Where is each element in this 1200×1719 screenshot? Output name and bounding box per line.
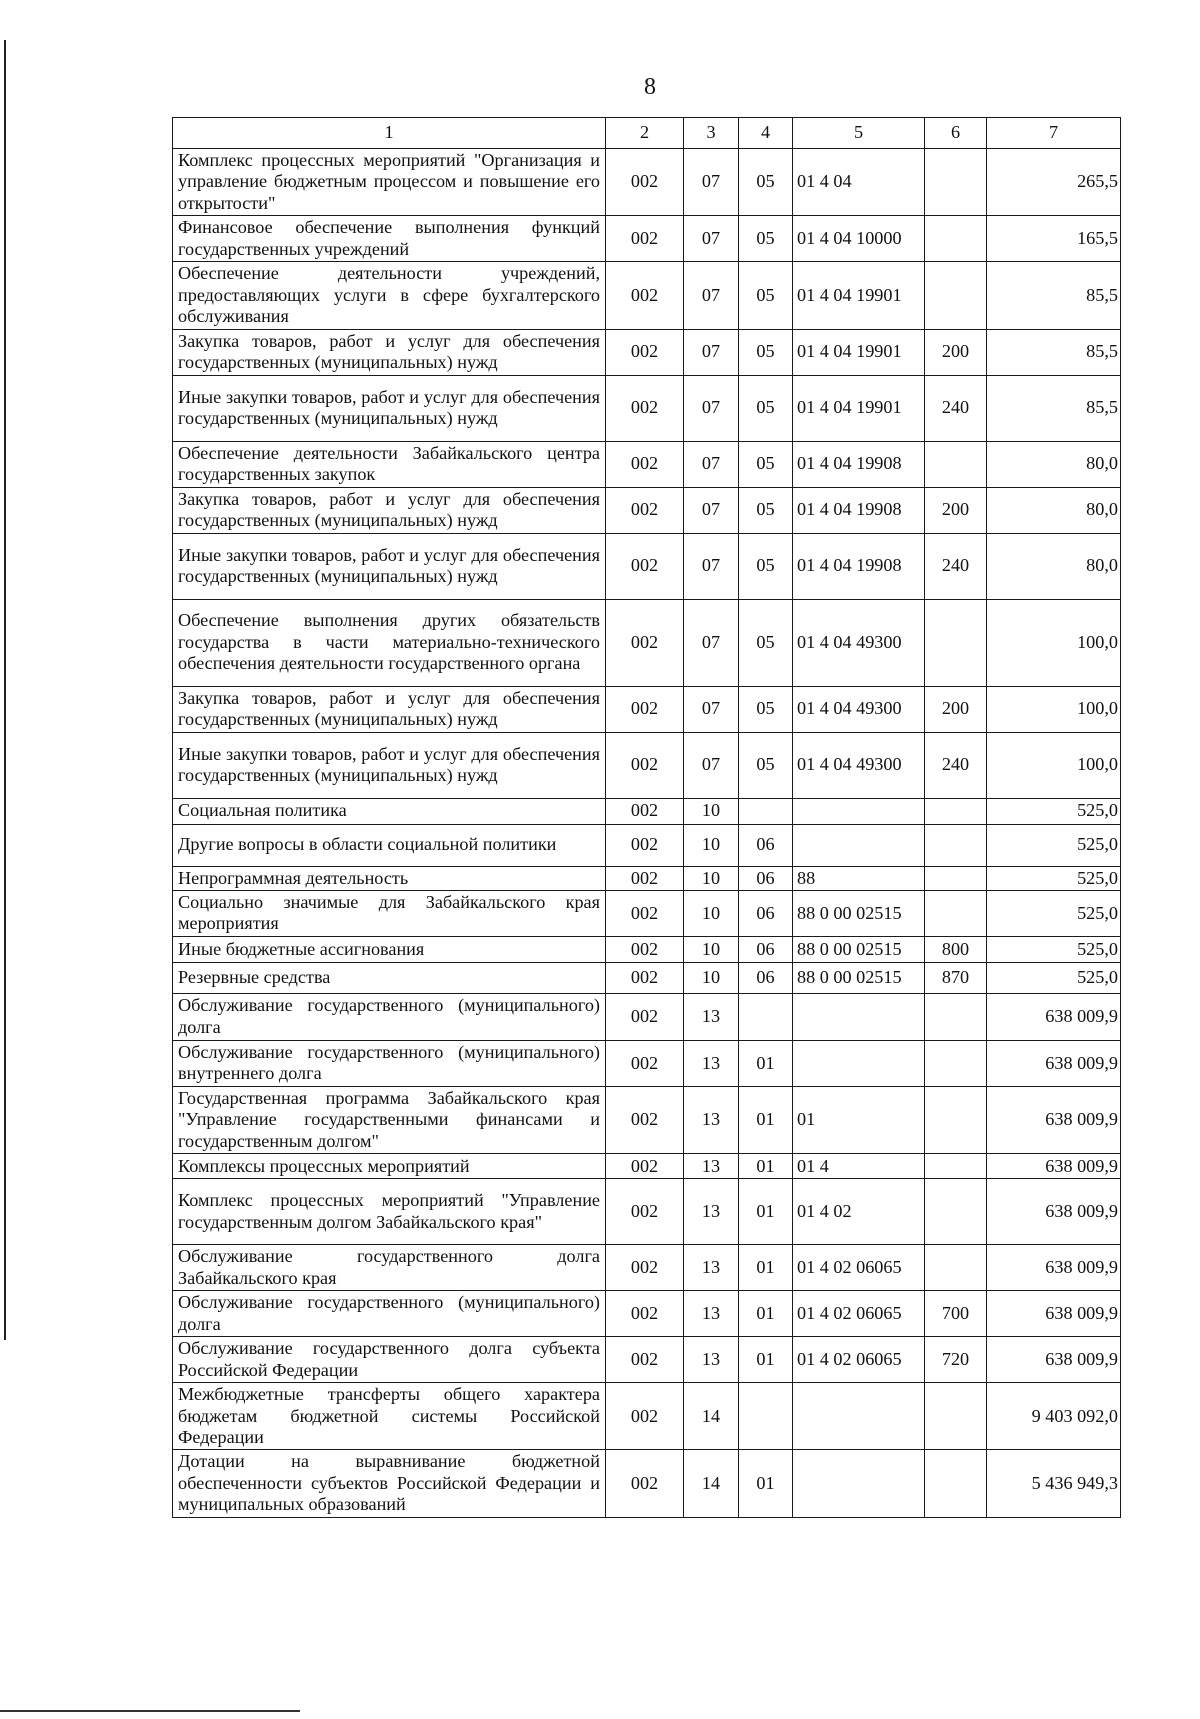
row-expense-type-cell: 240 [925, 732, 987, 798]
header-cell: 6 [925, 118, 987, 149]
row-section-cell: 07 [684, 487, 739, 533]
row-subsection-cell: 05 [739, 533, 793, 599]
row-subsection-cell: 05 [739, 487, 793, 533]
table-row [173, 962, 1121, 993]
row-amount-cell: 100,0 [987, 732, 1121, 798]
row-amount-cell: 80,0 [987, 441, 1121, 487]
row-amount-cell: 638 009,9 [987, 1245, 1121, 1291]
row-target-article-cell [793, 798, 925, 824]
row-expense-type-cell [925, 441, 987, 487]
row-expense-type-cell: 200 [925, 329, 987, 375]
row-name-cell: Обслуживание государственного (муниципального) внутреннего долга [173, 1040, 606, 1086]
row-section-cell: 07 [684, 533, 739, 599]
row-section-cell: 14 [684, 1450, 739, 1517]
table-body [173, 118, 1121, 1518]
row-amount-cell: 85,5 [987, 262, 1121, 329]
header-cell: 1 [173, 118, 606, 149]
table-row [173, 1245, 1121, 1291]
row-name-cell: Обслуживание государственного долга Забайкальского края [173, 1245, 606, 1291]
row-expense-type-cell: 240 [925, 375, 987, 441]
header-cell: 7 [987, 118, 1121, 149]
row-code-cell: 002 [606, 329, 684, 375]
table-row [173, 686, 1121, 732]
row-section-cell: 13 [684, 1086, 739, 1153]
row-target-article-cell: 01 4 02 06065 [793, 1245, 925, 1291]
row-expense-type-cell [925, 216, 987, 262]
row-subsection-cell: 05 [739, 441, 793, 487]
row-code-cell: 002 [606, 798, 684, 824]
row-amount-cell: 525,0 [987, 866, 1121, 890]
row-code-cell: 002 [606, 216, 684, 262]
row-amount-cell: 100,0 [987, 599, 1121, 686]
row-target-article-cell: 01 4 02 [793, 1179, 925, 1245]
row-expense-type-cell [925, 890, 987, 936]
table-row [173, 216, 1121, 262]
row-amount-cell: 85,5 [987, 329, 1121, 375]
row-subsection-cell: 01 [739, 1245, 793, 1291]
row-name-cell: Иные бюджетные ассигнования [173, 936, 606, 962]
row-code-cell: 002 [606, 1450, 684, 1517]
row-amount-cell: 80,0 [987, 533, 1121, 599]
row-amount-cell: 525,0 [987, 936, 1121, 962]
row-amount-cell: 9 403 092,0 [987, 1383, 1121, 1450]
row-expense-type-cell [925, 1154, 987, 1179]
row-code-cell: 002 [606, 993, 684, 1040]
row-code-cell: 002 [606, 936, 684, 962]
row-section-cell: 07 [684, 149, 739, 216]
row-target-article-cell [793, 824, 925, 866]
row-section-cell: 13 [684, 993, 739, 1040]
row-target-article-cell: 01 4 04 19908 [793, 533, 925, 599]
row-code-cell: 002 [606, 487, 684, 533]
row-name-cell: Иные закупки товаров, работ и услуг для обеспечения государственных (муниципальных) нужд [173, 732, 606, 798]
row-target-article-cell: 01 4 04 19901 [793, 262, 925, 329]
row-name-cell: Комплекс процессных мероприятий "Организация и управление бюджетным процессом и повышение его открытости" [173, 149, 606, 216]
header-cell: 2 [606, 118, 684, 149]
table-row [173, 329, 1121, 375]
row-section-cell: 10 [684, 866, 739, 890]
table-row [173, 1179, 1121, 1245]
row-name-cell: Резервные средства [173, 962, 606, 993]
row-subsection-cell [739, 1383, 793, 1450]
row-amount-cell: 5 436 949,3 [987, 1450, 1121, 1517]
table-row [173, 1383, 1121, 1450]
row-name-cell: Комплексы процессных мероприятий [173, 1154, 606, 1179]
row-expense-type-cell: 200 [925, 686, 987, 732]
page-number: 8 [644, 74, 656, 100]
row-code-cell: 002 [606, 824, 684, 866]
row-section-cell: 07 [684, 216, 739, 262]
row-target-article-cell: 01 4 04 19908 [793, 441, 925, 487]
row-code-cell: 002 [606, 890, 684, 936]
row-subsection-cell: 01 [739, 1337, 793, 1383]
row-subsection-cell: 01 [739, 1086, 793, 1153]
row-name-cell: Другие вопросы в области социальной политики [173, 824, 606, 866]
row-code-cell: 002 [606, 1291, 684, 1337]
row-expense-type-cell [925, 1245, 987, 1291]
row-name-cell: Финансовое обеспечение выполнения функций государственных учреждений [173, 216, 606, 262]
row-section-cell: 07 [684, 732, 739, 798]
row-amount-cell: 100,0 [987, 686, 1121, 732]
row-code-cell: 002 [606, 1040, 684, 1086]
header-cell: 3 [684, 118, 739, 149]
row-amount-cell: 525,0 [987, 890, 1121, 936]
table-row [173, 149, 1121, 216]
row-expense-type-cell [925, 866, 987, 890]
row-expense-type-cell: 240 [925, 533, 987, 599]
row-code-cell: 002 [606, 1154, 684, 1179]
row-amount-cell: 265,5 [987, 149, 1121, 216]
row-amount-cell: 638 009,9 [987, 1337, 1121, 1383]
row-section-cell: 07 [684, 262, 739, 329]
row-target-article-cell [793, 993, 925, 1040]
row-code-cell: 002 [606, 599, 684, 686]
row-name-cell: Обслуживание государственного (муниципального) долга [173, 993, 606, 1040]
budget-table [172, 117, 1121, 1518]
row-target-article-cell: 01 4 04 19901 [793, 375, 925, 441]
table-row [173, 487, 1121, 533]
row-name-cell: Закупка товаров, работ и услуг для обеспечения государственных (муниципальных) нужд [173, 329, 606, 375]
row-subsection-cell: 05 [739, 329, 793, 375]
row-amount-cell: 638 009,9 [987, 1154, 1121, 1179]
row-expense-type-cell [925, 1383, 987, 1450]
row-name-cell: Государственная программа Забайкальского края "Управление государственными финансами и государственным долгом" [173, 1086, 606, 1153]
row-code-cell: 002 [606, 866, 684, 890]
row-expense-type-cell: 700 [925, 1291, 987, 1337]
row-target-article-cell: 01 4 04 49300 [793, 686, 925, 732]
row-subsection-cell: 06 [739, 866, 793, 890]
row-target-article-cell: 01 4 04 19908 [793, 487, 925, 533]
table-row [173, 599, 1121, 686]
row-name-cell: Обеспечение деятельности учреждений, предоставляющих услуги в сфере бухгалтерского обслуживания [173, 262, 606, 329]
row-target-article-cell [793, 1383, 925, 1450]
table-row [173, 890, 1121, 936]
row-code-cell: 002 [606, 962, 684, 993]
row-code-cell: 002 [606, 149, 684, 216]
row-target-article-cell: 01 4 04 49300 [793, 732, 925, 798]
row-subsection-cell: 06 [739, 890, 793, 936]
row-code-cell: 002 [606, 1383, 684, 1450]
row-code-cell: 002 [606, 1337, 684, 1383]
row-section-cell: 13 [684, 1179, 739, 1245]
table-row [173, 936, 1121, 962]
scan-edge-bottom [0, 1710, 300, 1712]
row-subsection-cell: 01 [739, 1154, 793, 1179]
row-code-cell: 002 [606, 1179, 684, 1245]
row-section-cell: 07 [684, 686, 739, 732]
row-target-article-cell: 01 4 04 49300 [793, 599, 925, 686]
row-amount-cell: 638 009,9 [987, 1291, 1121, 1337]
row-target-article-cell: 88 [793, 866, 925, 890]
row-subsection-cell: 06 [739, 824, 793, 866]
row-code-cell: 002 [606, 1086, 684, 1153]
row-section-cell: 07 [684, 599, 739, 686]
row-name-cell: Социально значимые для Забайкальского края мероприятия [173, 890, 606, 936]
row-expense-type-cell [925, 993, 987, 1040]
row-name-cell: Иные закупки товаров, работ и услуг для обеспечения государственных (муниципальных) нужд [173, 533, 606, 599]
row-target-article-cell [793, 1040, 925, 1086]
row-amount-cell: 638 009,9 [987, 993, 1121, 1040]
row-subsection-cell [739, 993, 793, 1040]
row-subsection-cell: 05 [739, 262, 793, 329]
row-expense-type-cell: 200 [925, 487, 987, 533]
row-amount-cell: 85,5 [987, 375, 1121, 441]
row-expense-type-cell [925, 262, 987, 329]
table-row [173, 824, 1121, 866]
row-expense-type-cell [925, 599, 987, 686]
row-section-cell: 10 [684, 936, 739, 962]
row-name-cell: Обслуживание государственного долга субъекта Российской Федерации [173, 1337, 606, 1383]
table-row [173, 798, 1121, 824]
row-expense-type-cell: 870 [925, 962, 987, 993]
row-subsection-cell: 01 [739, 1179, 793, 1245]
row-amount-cell: 638 009,9 [987, 1179, 1121, 1245]
row-section-cell: 13 [684, 1245, 739, 1291]
row-name-cell: Обеспечение деятельности Забайкальского центра государственных закупок [173, 441, 606, 487]
table-row [173, 1337, 1121, 1383]
row-target-article-cell: 01 4 04 19901 [793, 329, 925, 375]
table-row [173, 1154, 1121, 1179]
row-amount-cell: 638 009,9 [987, 1040, 1121, 1086]
row-subsection-cell [739, 798, 793, 824]
row-expense-type-cell: 720 [925, 1337, 987, 1383]
row-code-cell: 002 [606, 441, 684, 487]
row-name-cell: Комплекс процессных мероприятий "Управление государственным долгом Забайкальского края" [173, 1179, 606, 1245]
row-target-article-cell [793, 1450, 925, 1517]
row-name-cell: Обслуживание государственного (муниципального) долга [173, 1291, 606, 1337]
row-section-cell: 07 [684, 441, 739, 487]
row-subsection-cell: 05 [739, 599, 793, 686]
row-subsection-cell: 01 [739, 1450, 793, 1517]
row-section-cell: 13 [684, 1154, 739, 1179]
table-row [173, 1450, 1121, 1517]
row-expense-type-cell [925, 1086, 987, 1153]
row-expense-type-cell [925, 149, 987, 216]
row-amount-cell: 165,5 [987, 216, 1121, 262]
table-row [173, 1291, 1121, 1337]
row-name-cell: Закупка товаров, работ и услуг для обеспечения государственных (муниципальных) нужд [173, 487, 606, 533]
row-section-cell: 10 [684, 962, 739, 993]
row-section-cell: 13 [684, 1040, 739, 1086]
row-expense-type-cell [925, 798, 987, 824]
row-subsection-cell: 05 [739, 732, 793, 798]
row-subsection-cell: 05 [739, 375, 793, 441]
row-expense-type-cell: 800 [925, 936, 987, 962]
row-target-article-cell: 01 4 02 06065 [793, 1291, 925, 1337]
table-header-row [173, 118, 1121, 149]
table-row [173, 375, 1121, 441]
table-row [173, 732, 1121, 798]
row-target-article-cell: 01 4 04 10000 [793, 216, 925, 262]
row-subsection-cell: 06 [739, 936, 793, 962]
row-section-cell: 10 [684, 798, 739, 824]
row-target-article-cell: 01 4 04 [793, 149, 925, 216]
row-name-cell: Социальная политика [173, 798, 606, 824]
row-target-article-cell: 88 0 00 02515 [793, 936, 925, 962]
header-cell: 5 [793, 118, 925, 149]
row-subsection-cell: 01 [739, 1040, 793, 1086]
row-code-cell: 002 [606, 1245, 684, 1291]
row-target-article-cell: 01 4 [793, 1154, 925, 1179]
table-row [173, 993, 1121, 1040]
row-subsection-cell: 05 [739, 216, 793, 262]
table-row [173, 262, 1121, 329]
row-name-cell: Закупка товаров, работ и услуг для обеспечения государственных (муниципальных) нужд [173, 686, 606, 732]
row-expense-type-cell [925, 1179, 987, 1245]
row-code-cell: 002 [606, 262, 684, 329]
row-section-cell: 10 [684, 824, 739, 866]
row-code-cell: 002 [606, 686, 684, 732]
row-amount-cell: 525,0 [987, 798, 1121, 824]
table-row [173, 866, 1121, 890]
row-name-cell: Обеспечение выполнения других обязательств государства в части материально-технического обеспечения деятельности государственного органа [173, 599, 606, 686]
row-amount-cell: 525,0 [987, 824, 1121, 866]
row-subsection-cell: 01 [739, 1291, 793, 1337]
row-target-article-cell: 01 4 02 06065 [793, 1337, 925, 1383]
row-section-cell: 10 [684, 890, 739, 936]
row-expense-type-cell [925, 824, 987, 866]
scan-edge-left [4, 40, 6, 1340]
row-section-cell: 13 [684, 1291, 739, 1337]
row-name-cell: Иные закупки товаров, работ и услуг для обеспечения государственных (муниципальных) нужд [173, 375, 606, 441]
row-section-cell: 07 [684, 375, 739, 441]
row-name-cell: Межбюджетные трансферты общего характера бюджетам бюджетной системы Российской Федерации [173, 1383, 606, 1450]
row-subsection-cell: 06 [739, 962, 793, 993]
row-section-cell: 13 [684, 1337, 739, 1383]
table-row [173, 533, 1121, 599]
table-row [173, 441, 1121, 487]
row-amount-cell: 638 009,9 [987, 1086, 1121, 1153]
row-section-cell: 14 [684, 1383, 739, 1450]
row-target-article-cell: 88 0 00 02515 [793, 890, 925, 936]
table-row [173, 1086, 1121, 1153]
row-amount-cell: 525,0 [987, 962, 1121, 993]
row-name-cell: Дотации на выравнивание бюджетной обеспеченности субъектов Российской Федерации и муниципальных образований [173, 1450, 606, 1517]
row-target-article-cell: 01 [793, 1086, 925, 1153]
table-row [173, 1040, 1121, 1086]
row-expense-type-cell [925, 1040, 987, 1086]
header-cell: 4 [739, 118, 793, 149]
row-name-cell: Непрограммная деятельность [173, 866, 606, 890]
row-subsection-cell: 05 [739, 149, 793, 216]
row-target-article-cell: 88 0 00 02515 [793, 962, 925, 993]
row-expense-type-cell [925, 1450, 987, 1517]
row-subsection-cell: 05 [739, 686, 793, 732]
row-code-cell: 002 [606, 375, 684, 441]
row-code-cell: 002 [606, 533, 684, 599]
row-amount-cell: 80,0 [987, 487, 1121, 533]
row-section-cell: 07 [684, 329, 739, 375]
row-code-cell: 002 [606, 732, 684, 798]
